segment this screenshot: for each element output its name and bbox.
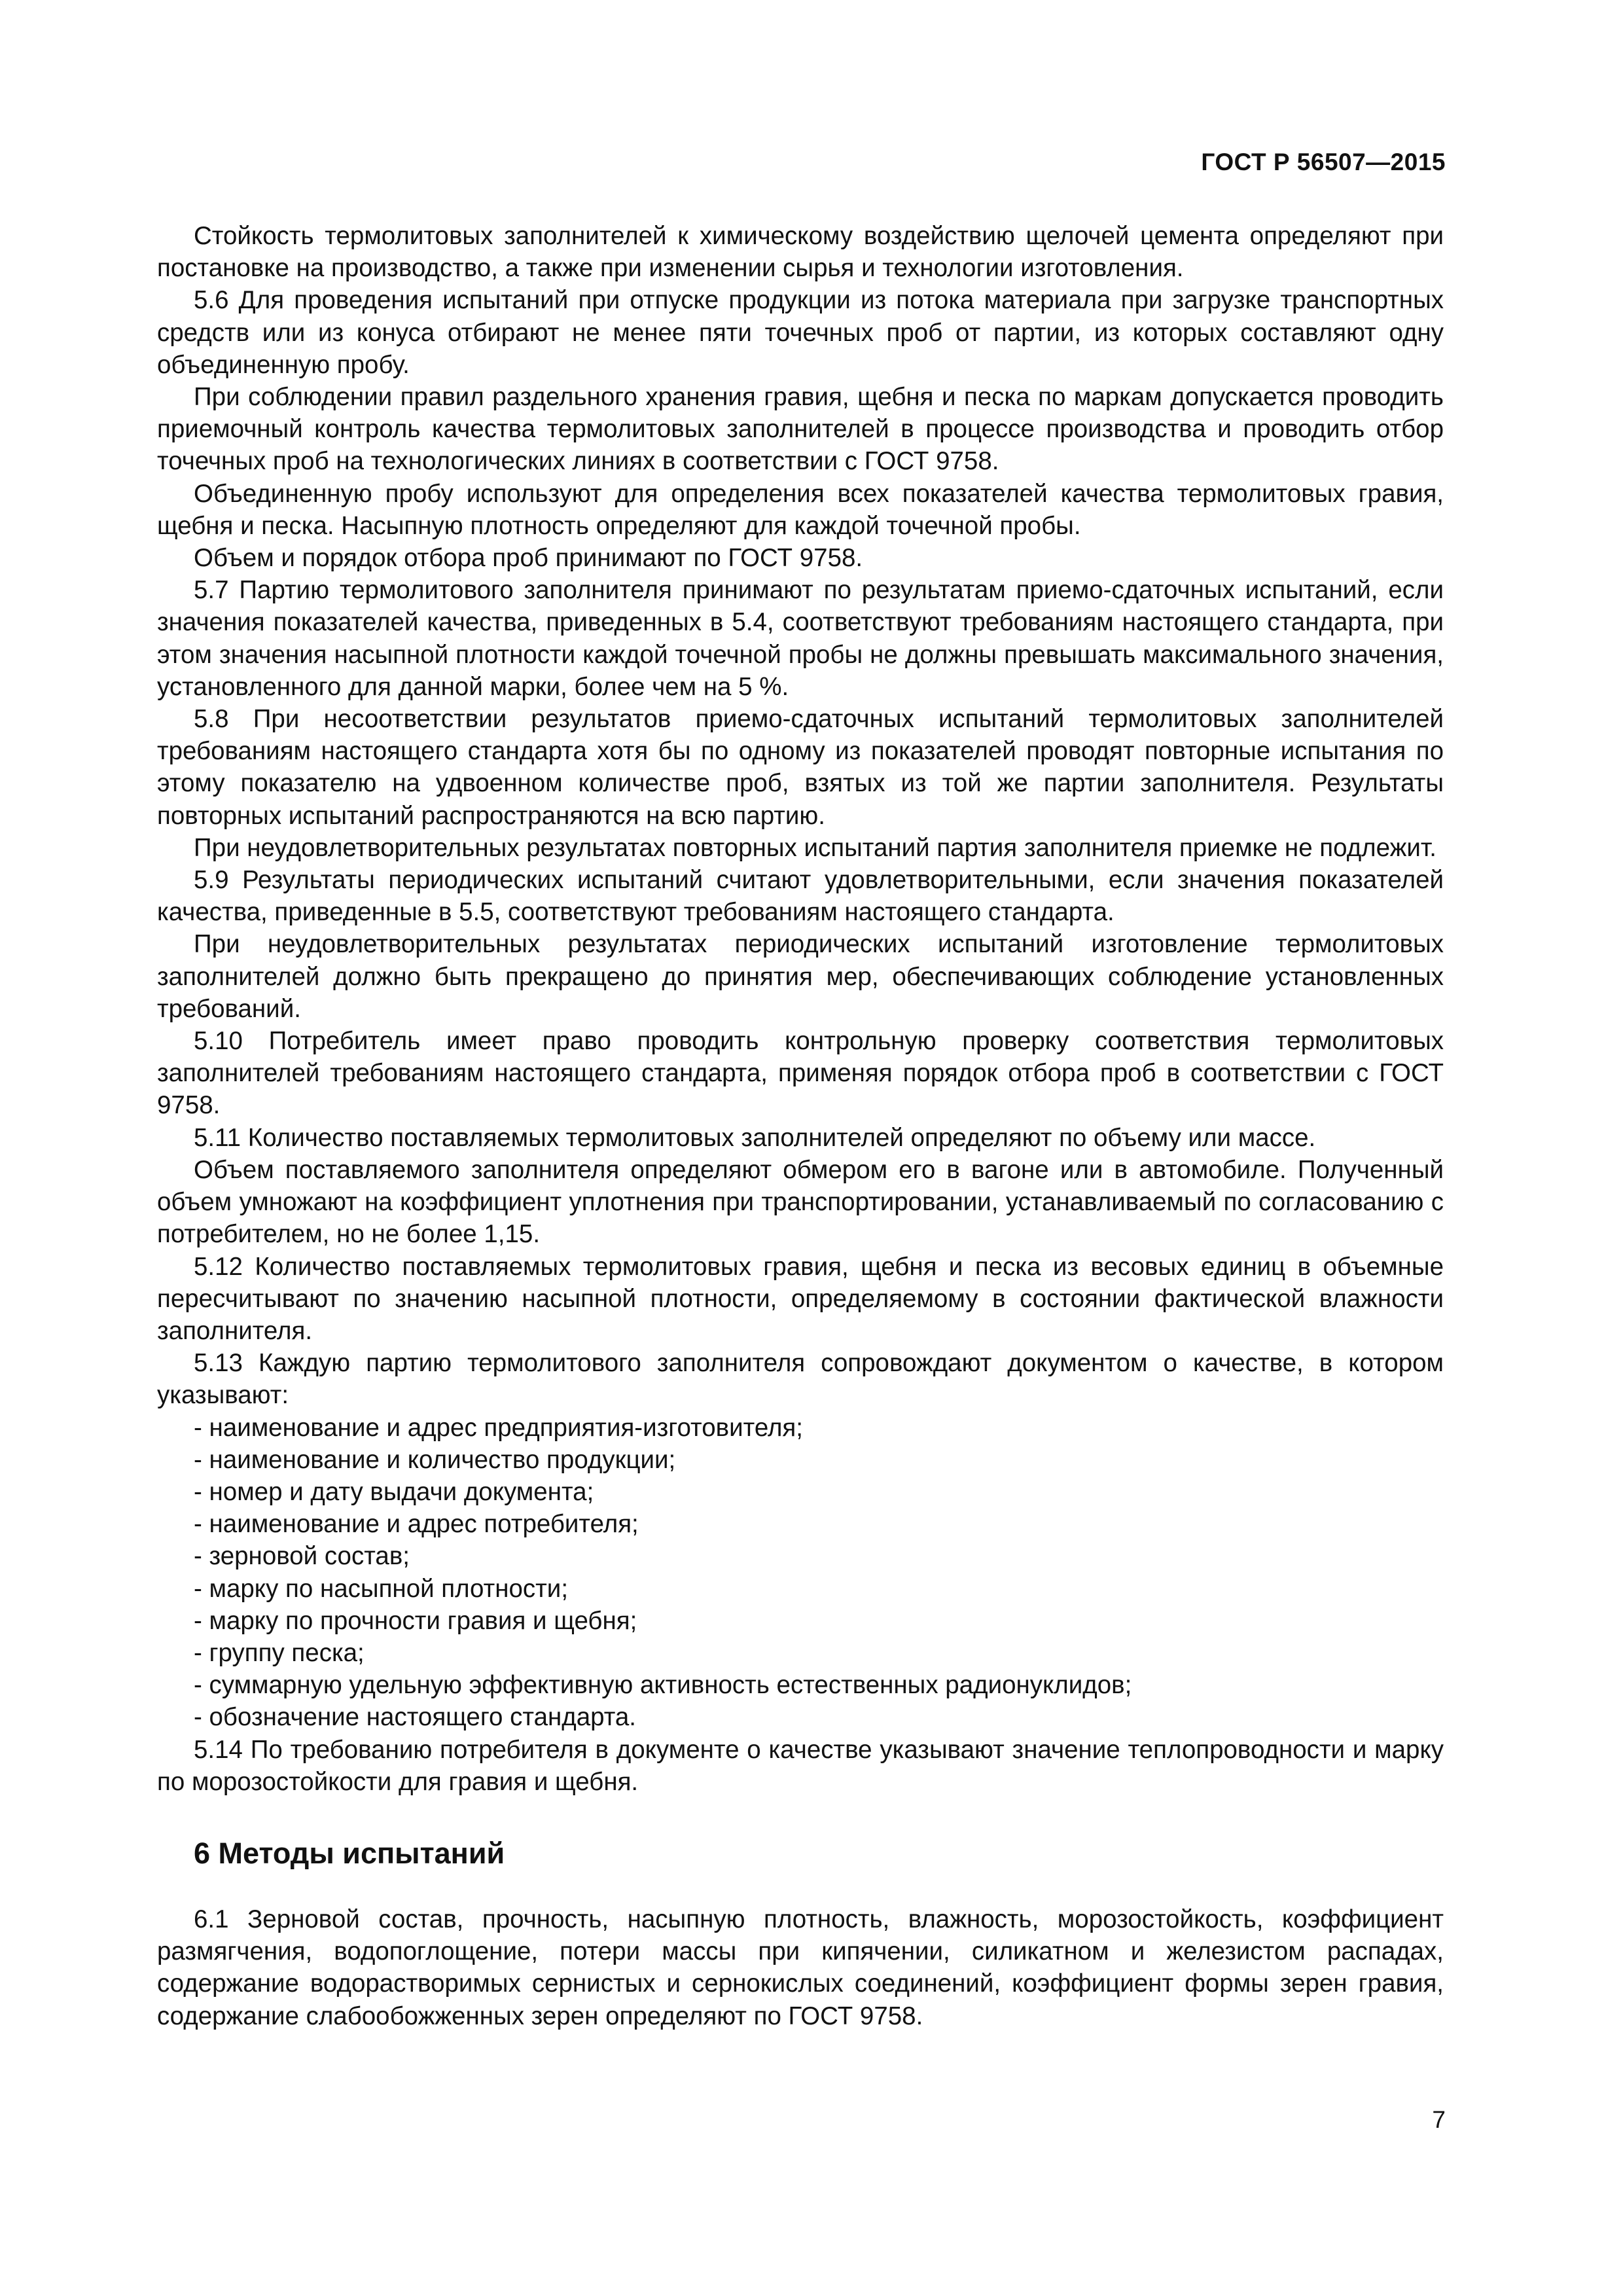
- paragraph: 5.11 Количество поставляемых термолитовых заполнителей определяют по объему или массе.: [194, 1123, 1316, 1152]
- list-item: - группу песка;: [194, 1638, 365, 1667]
- standard-header: ГОСТ Р 56507—2015: [1201, 149, 1446, 175]
- paragraph: При соблюдении правил раздельного хранения гравия, щебня и песка по маркам допускается проводить приемочный контроль качества термолитовых заполнителей в процессе производства и проводить отбор точечных проб на технологических линиях в соответствии с ГОСТ 9758.: [157, 383, 1444, 476]
- paragraph: Стойкость термолитовых заполнителей к химическому воздействию щелочей цемента определяют при постановке на производство, а также при изменении сырья и технологии изготовления.: [157, 222, 1444, 283]
- list-item: - марку по насыпной плотности;: [194, 1574, 569, 1603]
- paragraph: 5.12 Количество поставляемых термолитовых гравия, щебня и песка из весовых единиц в объемные пересчитывают по значению насыпной плотности, определяемому в состоянии фактической влажности заполнителя.: [157, 1252, 1444, 1345]
- paragraph: Объем поставляемого заполнителя определяют обмером его в вагоне или в автомобиле. Полученный объем умножают на коэффициент уплотнения при транспортировании, устанавливаемый по согласованию с потребителем, но не более 1,15.: [157, 1155, 1444, 1249]
- list-item: - наименование и адрес потребителя;: [194, 1510, 639, 1539]
- paragraph: 5.9 Результаты периодических испытаний считают удовлетворительными, если значения показателей качества, приведенные в 5.5, соответствуют требованиям настоящего стандарта.: [157, 866, 1444, 927]
- paragraph: При неудовлетворительных результатах периодических испытаний изготовление термолитовых заполнителей должно быть прекращено до принятия мер, обеспечивающих соблюдение установленных требований.: [157, 930, 1444, 1023]
- paragraph: 5.7 Партию термолитового заполнителя принимают по результатам приемо-сдаточных испытаний, если значения показателей качества, приведенных в 5.4, соответствуют требованиям настоящего стандарта, при этом значения насыпной плотности каждой точечной пробы не должны превышать максимального значения, установленного для данной марки, более чем на 5 %.: [157, 576, 1444, 701]
- list-item: - зерновой состав;: [194, 1542, 410, 1571]
- list-item: - марку по прочности гравия и щебня;: [194, 1606, 637, 1635]
- list-item: - наименование и адрес предприятия-изготовителя;: [194, 1413, 803, 1442]
- paragraph: 6.1 Зерновой состав, прочность, насыпную плотность, влажность, морозостойкость, коэффициент размягчения, водопоглощение, потери массы при кипячении, силикатном и железистом распадах, содержание водорастворимых сернистых и сернокислых соединений, коэффициент формы зерен гравия, содержание слабообожженных зерен определяют по ГОСТ 9758.: [157, 1905, 1444, 2030]
- paragraph: 5.6 Для проведения испытаний при отпуске продукции из потока материала при загрузке транспортных средств или из конуса отбирают не менее пяти точечных проб от партии, из которых составляют одну объединенную пробу.: [157, 286, 1444, 379]
- paragraph: 5.10 Потребитель имеет право проводить контрольную проверку соответствия термолитовых заполнителей требованиям настоящего стандарта, применяя порядок отбора проб в соответствии с ГОСТ 9758.: [157, 1027, 1444, 1120]
- paragraph: При неудовлетворительных результатах повторных испытаний партия заполнителя приемке не подлежит.: [194, 833, 1436, 862]
- document-body: [157, 220, 1444, 2032]
- list-item: - номер и дату выдачи документа;: [194, 1477, 594, 1506]
- paragraph: Объем и порядок отбора проб принимают по ГОСТ 9758.: [194, 544, 863, 573]
- page-number: 7: [1432, 2106, 1446, 2133]
- paragraph: 5.13 Каждую партию термолитового заполнителя сопровождают документом о качестве, в котором указывают:: [157, 1349, 1444, 1410]
- section-heading: 6 Методы испытаний: [194, 1836, 505, 1870]
- quality-document-list: [157, 1412, 1444, 1734]
- list-item: - наименование и количество продукции;: [194, 1445, 676, 1474]
- list-item: - обозначение настоящего стандарта.: [194, 1703, 637, 1732]
- list-item: - суммарную удельную эффективную активность естественных радионуклидов;: [194, 1671, 1132, 1700]
- paragraph: 5.14 По требованию потребителя в документе о качестве указывают значение теплопроводности и марку по морозостойкости для гравия и щебня.: [157, 1735, 1444, 1796]
- paragraph: 5.8 При несоответствии результатов приемо-сдаточных испытаний термолитовых заполнителей требованиям настоящего стандарта хотя бы по одному из показателей проводят повторные испытания по этому показателю на удвоенном количестве проб, взятых из той же партии заполнителя. Результаты повторных испытаний распространяются на всю партию.: [157, 705, 1444, 830]
- paragraph: Объединенную пробу используют для определения всех показателей качества термолитовых гравия, щебня и песка. Насыпную плотность определяют для каждой точечной пробы.: [157, 479, 1444, 540]
